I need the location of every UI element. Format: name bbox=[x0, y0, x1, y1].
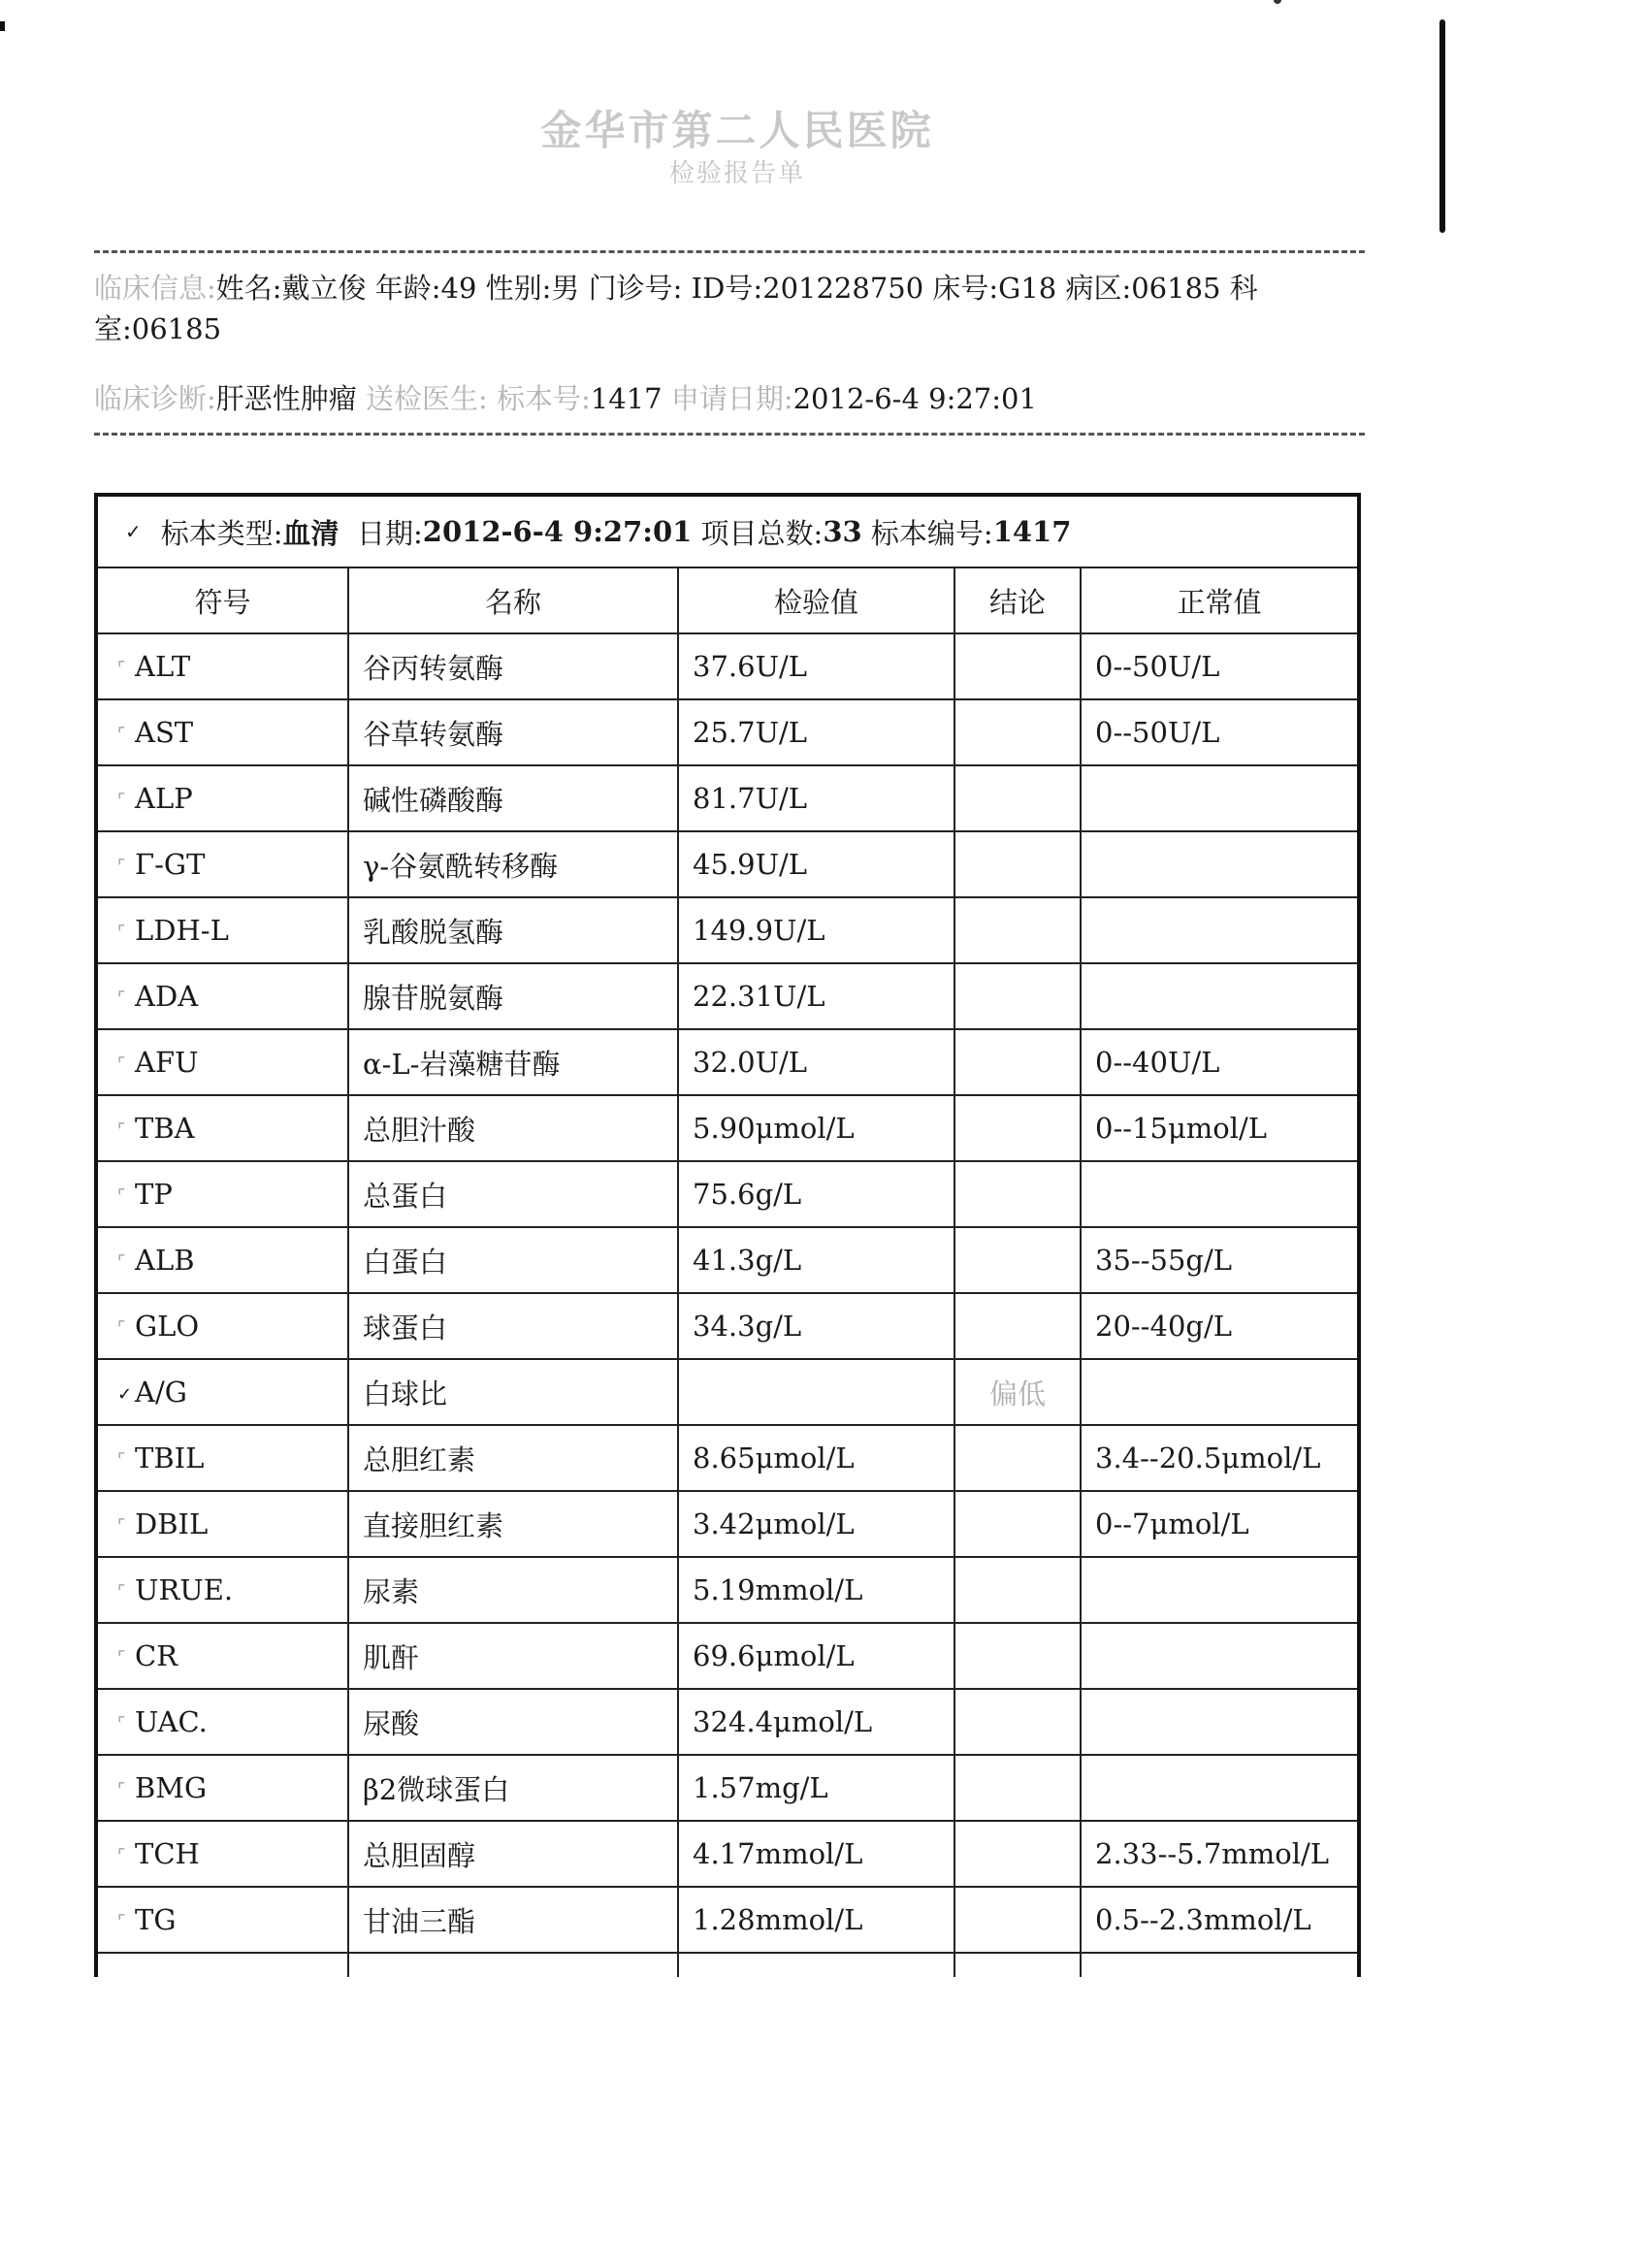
sample-header bbox=[98, 497, 1357, 568]
check-icon[interactable]: ✓ bbox=[117, 1383, 133, 1405]
results-table-frame bbox=[94, 493, 1361, 1977]
symbol-cell bbox=[98, 1557, 348, 1623]
divider bbox=[94, 250, 1365, 253]
conclusion-cell bbox=[954, 897, 1081, 963]
symbol-cell bbox=[98, 1227, 348, 1293]
name-cell: 乳酸脱氢酶 bbox=[348, 897, 678, 963]
normal-range-cell bbox=[1081, 1557, 1357, 1623]
symbol-cell bbox=[98, 1095, 348, 1161]
conclusion-cell bbox=[954, 765, 1081, 831]
checkbox-icon[interactable]: ⌜ bbox=[117, 1515, 126, 1537]
value-cell: 69.6μmol/L bbox=[678, 1623, 954, 1689]
conclusion-cell bbox=[954, 1557, 1081, 1623]
symbol-cell bbox=[98, 897, 348, 963]
column-header-name: 名称 bbox=[348, 568, 678, 633]
conclusion-cell bbox=[954, 1095, 1081, 1161]
value-cell bbox=[678, 1953, 954, 1977]
value-cell bbox=[678, 1359, 954, 1425]
column-header-conclusion: 结论 bbox=[954, 568, 1081, 633]
results-table bbox=[98, 568, 1357, 1977]
conclusion-cell bbox=[954, 633, 1081, 699]
conclusion-cell bbox=[954, 1887, 1081, 1953]
table-row bbox=[98, 831, 1357, 897]
symbol-text: ADA bbox=[135, 980, 199, 1013]
scan-artifact bbox=[1439, 19, 1445, 233]
symbol-cell bbox=[98, 1491, 348, 1557]
sample-number-value: 1417 bbox=[590, 382, 663, 415]
symbol-text: ALT bbox=[135, 650, 191, 683]
conclusion-cell bbox=[954, 1227, 1081, 1293]
symbol-text: TG bbox=[135, 1903, 177, 1936]
check-icon: ✓ bbox=[125, 520, 142, 543]
value-cell: 41.3g/L bbox=[678, 1227, 954, 1293]
normal-range-cell: 0--15μmol/L bbox=[1081, 1095, 1357, 1161]
table-row bbox=[98, 1095, 1357, 1161]
patient-info-text: 姓名:戴立俊 年龄:49 性别:男 门诊号: ID号:201228750 床号:G18 病区:06185 科室:06185 bbox=[94, 272, 1258, 345]
value-cell: 8.65μmol/L bbox=[678, 1425, 954, 1491]
checkbox-icon[interactable]: ⌜ bbox=[117, 1779, 126, 1800]
checkbox-icon[interactable]: ⌜ bbox=[117, 1053, 126, 1075]
request-date-label: 申请日期: bbox=[670, 382, 793, 415]
value-cell: 3.42μmol/L bbox=[678, 1491, 954, 1557]
column-header-normal: 正常值 bbox=[1081, 568, 1357, 633]
symbol-text: BMG bbox=[135, 1771, 208, 1804]
symbol-text: CR bbox=[135, 1639, 178, 1672]
name-cell: 肌酐 bbox=[348, 1623, 678, 1689]
table-row bbox=[98, 699, 1357, 765]
name-cell: 腺苷脱氨酶 bbox=[348, 963, 678, 1029]
normal-range-cell bbox=[1081, 831, 1357, 897]
value-cell: 324.4μmol/L bbox=[678, 1689, 954, 1755]
symbol-cell bbox=[98, 963, 348, 1029]
scan-artifact bbox=[0, 21, 5, 31]
name-cell: 甘油三酯 bbox=[348, 1887, 678, 1953]
table-row bbox=[98, 963, 1357, 1029]
value-cell: 5.90μmol/L bbox=[678, 1095, 954, 1161]
checkbox-icon[interactable]: ⌜ bbox=[117, 922, 126, 943]
checkbox-icon[interactable]: ⌜ bbox=[117, 1647, 126, 1669]
name-cell: 白蛋白 bbox=[348, 1227, 678, 1293]
name-cell: 尿酸 bbox=[348, 1689, 678, 1755]
symbol-cell bbox=[98, 765, 348, 831]
name-cell: 尿素 bbox=[348, 1557, 678, 1623]
sample-number-label: 标本号: bbox=[497, 382, 591, 415]
checkbox-icon[interactable]: ⌜ bbox=[117, 790, 126, 811]
table-row bbox=[98, 1689, 1357, 1755]
value-cell: 45.9U/L bbox=[678, 831, 954, 897]
scan-artifact bbox=[1274, 0, 1281, 4]
hospital-name: 金华市第二人民医院 bbox=[540, 107, 934, 154]
normal-range-cell: 35--55g/L bbox=[1081, 1227, 1357, 1293]
symbol-cell bbox=[98, 1623, 348, 1689]
conclusion-cell bbox=[954, 1953, 1081, 1977]
value-cell: 1.28mmol/L bbox=[678, 1887, 954, 1953]
normal-range-cell: 2.33--5.7mmol/L bbox=[1081, 1821, 1357, 1887]
symbol-text: TBIL bbox=[135, 1442, 205, 1474]
symbol-text: Γ-GT bbox=[135, 848, 206, 881]
table-row bbox=[98, 1953, 1357, 1977]
symbol-text: TBA bbox=[135, 1112, 195, 1145]
value-cell: 22.31U/L bbox=[678, 963, 954, 1029]
symbol-cell bbox=[98, 1029, 348, 1095]
value-cell: 34.3g/L bbox=[678, 1293, 954, 1359]
normal-range-cell bbox=[1081, 765, 1357, 831]
symbol-text: TCH bbox=[135, 1837, 200, 1870]
name-cell: 谷草转氨酶 bbox=[348, 699, 678, 765]
normal-range-cell bbox=[1081, 1359, 1357, 1425]
conclusion-cell bbox=[954, 1029, 1081, 1095]
table-row bbox=[98, 1293, 1357, 1359]
name-cell: 总胆汁酸 bbox=[348, 1095, 678, 1161]
value-cell: 37.6U/L bbox=[678, 633, 954, 699]
symbol-cell bbox=[98, 1293, 348, 1359]
checkbox-icon[interactable]: ⌜ bbox=[117, 1713, 126, 1734]
value-cell: 81.7U/L bbox=[678, 765, 954, 831]
symbol-text: LDH-L bbox=[135, 914, 229, 947]
normal-range-cell: 0--40U/L bbox=[1081, 1029, 1357, 1095]
table-row bbox=[98, 1161, 1357, 1227]
column-header-symbol: 符号 bbox=[98, 568, 348, 633]
diagnosis-line bbox=[94, 379, 1365, 418]
table-header-row bbox=[98, 568, 1357, 633]
symbol-text: AFU bbox=[135, 1046, 199, 1079]
normal-range-cell bbox=[1081, 897, 1357, 963]
diagnosis-label: 临床诊断: bbox=[94, 382, 216, 415]
conclusion-cell bbox=[954, 1821, 1081, 1887]
table-row bbox=[98, 1821, 1357, 1887]
conclusion-cell bbox=[954, 1491, 1081, 1557]
symbol-text: URUE. bbox=[135, 1573, 234, 1606]
table-row bbox=[98, 1425, 1357, 1491]
sample-date-label: 日期: bbox=[357, 516, 423, 550]
sample-number-value: 1417 bbox=[992, 515, 1072, 548]
symbol-cell bbox=[98, 1689, 348, 1755]
doctor-label: 送检医生: bbox=[366, 382, 488, 415]
checkbox-icon[interactable]: ⌜ bbox=[117, 1185, 126, 1207]
name-cell: α-L-岩藻糖苷酶 bbox=[348, 1029, 678, 1095]
patient-info-label: 临床信息: bbox=[94, 272, 216, 305]
name-cell: 直接胆红素 bbox=[348, 1491, 678, 1557]
table-row bbox=[98, 765, 1357, 831]
normal-range-cell: 0.5--2.3mmol/L bbox=[1081, 1887, 1357, 1953]
normal-range-cell: 20--40g/L bbox=[1081, 1293, 1357, 1359]
sample-type-value: 血清 bbox=[282, 516, 340, 550]
symbol-cell bbox=[98, 1821, 348, 1887]
value-cell: 1.57mg/L bbox=[678, 1755, 954, 1821]
symbol-text: ALB bbox=[135, 1244, 195, 1277]
report-title: 检验报告单 bbox=[668, 159, 805, 188]
conclusion-cell bbox=[954, 1623, 1081, 1689]
name-cell: 碱性磷酸酶 bbox=[348, 765, 678, 831]
checkbox-icon[interactable]: ⌜ bbox=[117, 1119, 126, 1141]
sample-type-label: 标本类型: bbox=[160, 516, 283, 550]
symbol-cell bbox=[98, 831, 348, 897]
symbol-cell bbox=[98, 1359, 348, 1425]
table-row bbox=[98, 1887, 1357, 1953]
name-cell: β2微球蛋白 bbox=[348, 1755, 678, 1821]
conclusion-cell bbox=[954, 1293, 1081, 1359]
symbol-cell bbox=[98, 1887, 348, 1953]
normal-range-cell bbox=[1081, 1689, 1357, 1755]
symbol-text: A/G bbox=[135, 1376, 187, 1409]
name-cell: 总蛋白 bbox=[348, 1161, 678, 1227]
normal-range-cell bbox=[1081, 963, 1357, 1029]
table-row bbox=[98, 1029, 1357, 1095]
checkbox-icon[interactable]: ⌜ bbox=[117, 1449, 126, 1471]
normal-range-cell: 0--7μmol/L bbox=[1081, 1491, 1357, 1557]
symbol-cell bbox=[98, 699, 348, 765]
table-row bbox=[98, 633, 1357, 699]
conclusion-cell bbox=[954, 1755, 1081, 1821]
checkbox-icon[interactable]: ⌜ bbox=[117, 856, 126, 877]
name-cell bbox=[348, 1953, 678, 1977]
value-cell: 75.6g/L bbox=[678, 1161, 954, 1227]
request-date-value: 2012-6-4 9:27:01 bbox=[792, 382, 1037, 415]
checkbox-icon[interactable]: ⌜ bbox=[117, 1317, 126, 1339]
results-body bbox=[98, 633, 1357, 1977]
symbol-text: ALP bbox=[135, 782, 193, 815]
divider bbox=[94, 433, 1365, 436]
normal-range-cell bbox=[1081, 1755, 1357, 1821]
normal-range-cell: 0--50U/L bbox=[1081, 633, 1357, 699]
conclusion-cell bbox=[954, 699, 1081, 765]
symbol-text: DBIL bbox=[135, 1507, 209, 1540]
name-cell: γ-谷氨酰转移酶 bbox=[348, 831, 678, 897]
symbol-cell bbox=[98, 1953, 348, 1977]
table-row bbox=[98, 897, 1357, 963]
normal-range-cell: 0--50U/L bbox=[1081, 699, 1357, 765]
value-cell: 5.19mmol/L bbox=[678, 1557, 954, 1623]
name-cell: 球蛋白 bbox=[348, 1293, 678, 1359]
table-row bbox=[98, 1227, 1357, 1293]
conclusion-cell bbox=[954, 1689, 1081, 1755]
symbol-text: TP bbox=[135, 1178, 173, 1211]
symbol-text: GLO bbox=[135, 1310, 200, 1343]
checkbox-icon[interactable]: ⌜ bbox=[117, 1251, 126, 1273]
checkbox-icon[interactable]: ⌜ bbox=[117, 1581, 126, 1603]
checkbox-icon[interactable]: ⌜ bbox=[117, 724, 126, 745]
symbol-cell bbox=[98, 1161, 348, 1227]
normal-range-cell bbox=[1081, 1623, 1357, 1689]
symbol-text: AST bbox=[135, 716, 194, 749]
conclusion-cell bbox=[954, 1161, 1081, 1227]
symbol-cell bbox=[98, 1755, 348, 1821]
checkbox-icon[interactable]: ⌜ bbox=[117, 1911, 126, 1932]
normal-range-cell: 3.4--20.5μmol/L bbox=[1081, 1425, 1357, 1491]
table-row bbox=[98, 1623, 1357, 1689]
table-row bbox=[98, 1557, 1357, 1623]
diagnosis-value: 肝恶性肿瘤 bbox=[215, 382, 357, 415]
table-row bbox=[98, 1359, 1357, 1425]
name-cell: 总胆固醇 bbox=[348, 1821, 678, 1887]
checkbox-icon[interactable]: ⌜ bbox=[117, 1845, 126, 1866]
name-cell: 总胆红素 bbox=[348, 1425, 678, 1491]
conclusion-cell: 偏低 bbox=[954, 1359, 1081, 1425]
value-cell: 4.17mmol/L bbox=[678, 1821, 954, 1887]
total-items-value: 33 bbox=[823, 515, 862, 548]
total-items-label: 项目总数: bbox=[700, 516, 824, 550]
checkbox-icon[interactable]: ⌜ bbox=[117, 988, 126, 1009]
normal-range-cell bbox=[1081, 1161, 1357, 1227]
table-row bbox=[98, 1755, 1357, 1821]
patient-info bbox=[94, 268, 1365, 349]
value-cell: 32.0U/L bbox=[678, 1029, 954, 1095]
symbol-cell bbox=[98, 633, 348, 699]
table-row bbox=[98, 1491, 1357, 1557]
conclusion-cell bbox=[954, 831, 1081, 897]
value-cell: 25.7U/L bbox=[678, 699, 954, 765]
sample-date-value: 2012-6-4 9:27:01 bbox=[422, 515, 693, 548]
value-cell: 149.9U/L bbox=[678, 897, 954, 963]
conclusion-cell bbox=[954, 1425, 1081, 1491]
sample-number-label: 标本编号: bbox=[870, 516, 993, 550]
symbol-text: UAC. bbox=[135, 1705, 208, 1738]
conclusion-cell bbox=[954, 963, 1081, 1029]
checkbox-icon[interactable]: ⌜ bbox=[117, 658, 126, 679]
name-cell: 谷丙转氨酶 bbox=[348, 633, 678, 699]
name-cell: 白球比 bbox=[348, 1359, 678, 1425]
normal-range-cell bbox=[1081, 1953, 1357, 1977]
symbol-cell bbox=[98, 1425, 348, 1491]
column-header-value: 检验值 bbox=[678, 568, 954, 633]
